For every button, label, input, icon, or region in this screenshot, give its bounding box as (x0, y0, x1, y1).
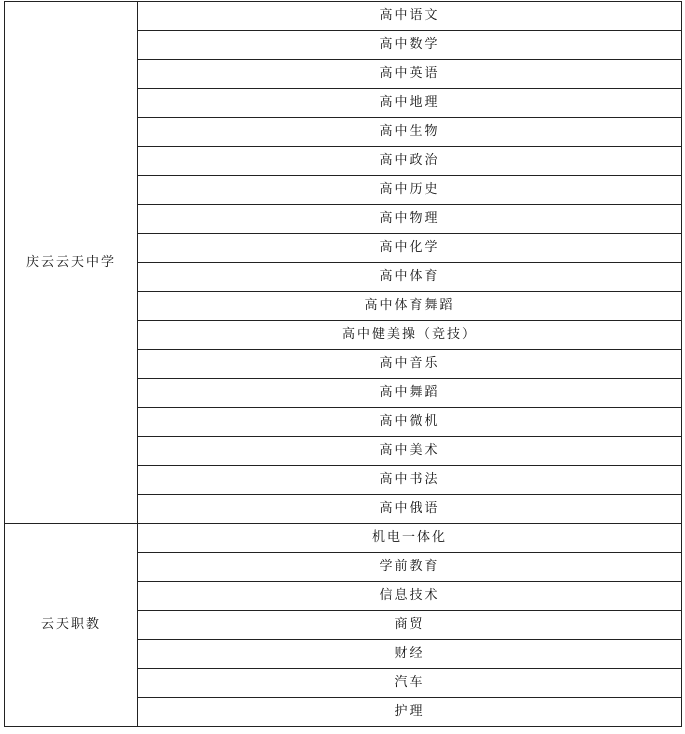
school-subject-table (4, 1, 682, 727)
subject-cell: 高中物理 (138, 205, 682, 234)
subject-cell: 高中健美操（竞技） (138, 321, 682, 350)
table-row (5, 2, 682, 31)
subject-cell: 汽车 (138, 669, 682, 698)
subject-cell: 高中政治 (138, 147, 682, 176)
subject-cell: 高中体育舞蹈 (138, 292, 682, 321)
subject-cell: 高中美术 (138, 437, 682, 466)
subject-cell: 高中生物 (138, 118, 682, 147)
subject-cell: 高中地理 (138, 89, 682, 118)
school-name-cell: 庆云云天中学 (5, 2, 138, 524)
subject-cell: 财经 (138, 640, 682, 669)
subject-cell: 高中音乐 (138, 350, 682, 379)
table-body (5, 2, 682, 727)
subject-cell: 护理 (138, 698, 682, 727)
subject-cell: 学前教育 (138, 553, 682, 582)
subject-cell: 高中体育 (138, 263, 682, 292)
subject-cell: 商贸 (138, 611, 682, 640)
table-row (5, 524, 682, 553)
subject-cell: 高中语文 (138, 2, 682, 31)
subject-cell: 高中化学 (138, 234, 682, 263)
subject-cell: 高中微机 (138, 408, 682, 437)
subject-cell: 高中英语 (138, 60, 682, 89)
subject-cell: 高中俄语 (138, 495, 682, 524)
subject-cell: 机电一体化 (138, 524, 682, 553)
subject-cell: 高中历史 (138, 176, 682, 205)
subject-cell: 高中舞蹈 (138, 379, 682, 408)
school-name-cell: 云天职教 (5, 524, 138, 727)
subject-cell: 高中数学 (138, 31, 682, 60)
subject-cell: 高中书法 (138, 466, 682, 495)
subject-cell: 信息技术 (138, 582, 682, 611)
